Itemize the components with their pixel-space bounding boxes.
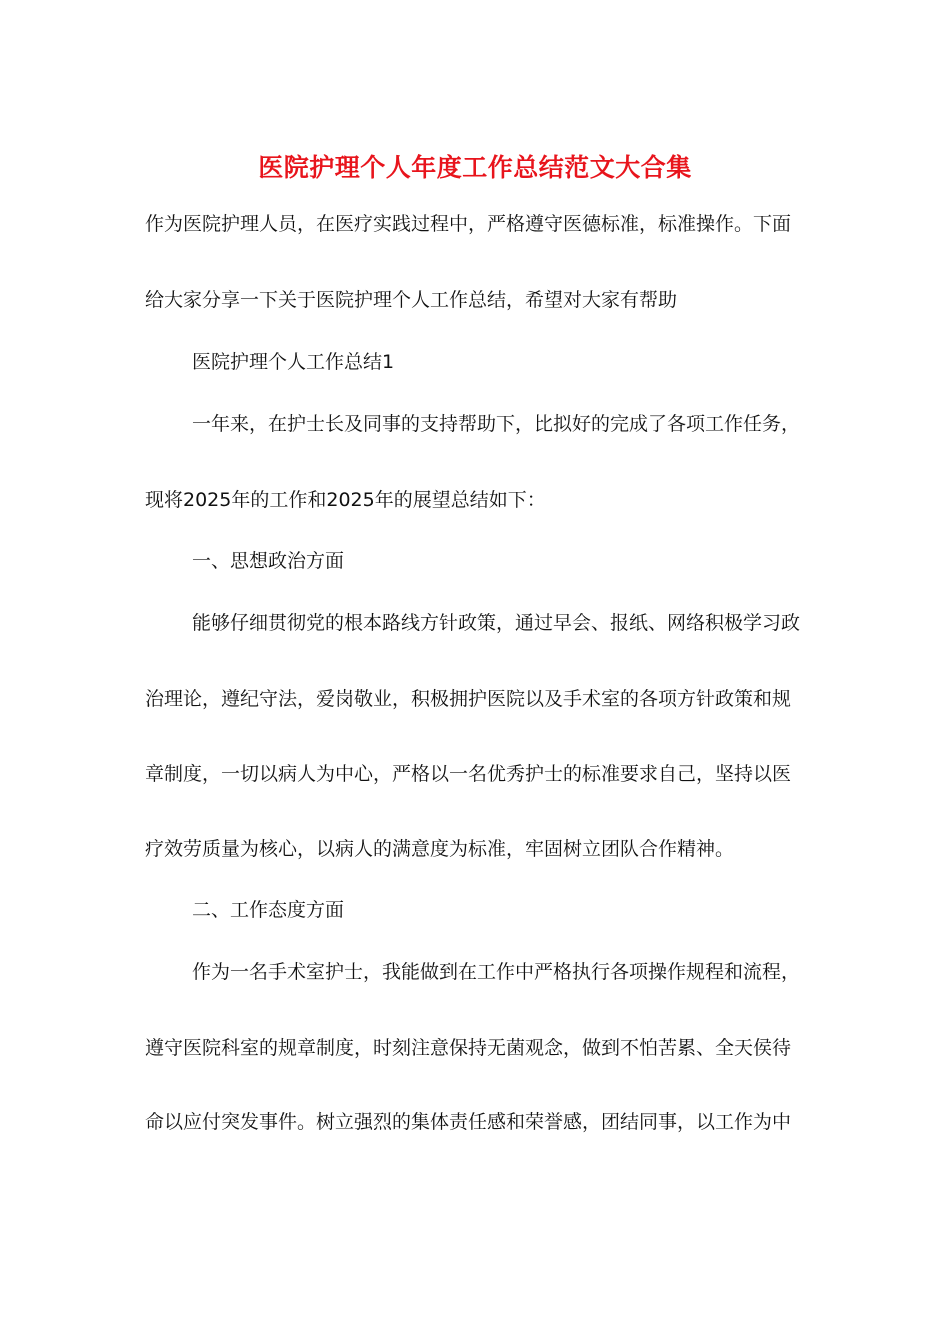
paragraph-intro-line-2: 给大家分享一下关于医院护理个人工作总结，希望对大家有帮助 xyxy=(145,289,678,311)
paragraph-overview-line-1: 一年来，在护士长及同事的支持帮助下，比拟好的完成了各项工作任务， xyxy=(192,413,801,435)
paragraph-attitude-line-1: 作为一名手术室护士，我能做到在工作中严格执行各项操作规程和流程， xyxy=(192,961,801,983)
paragraph-ideology-line-2: 治理论，遵纪守法，爱岗敬业，积极拥护医院以及手术室的各项方针政策和规 xyxy=(145,688,792,710)
paragraph-ideology-line-3: 章制度，一切以病人为中心，严格以一名优秀护士的标准要求自己，坚持以医 xyxy=(145,763,792,785)
paragraph-attitude-line-2: 遵守医院科室的规章制度，时刻注意保持无菌观念，做到不怕苦累、全天侯待 xyxy=(145,1037,792,1059)
document-title: 医院护理个人年度工作总结范文大合集 xyxy=(258,153,692,182)
paragraph-ideology-line-1: 能够仔细贯彻党的根本路线方针政策，通过早会、报纸、网络积极学习政 xyxy=(192,612,801,634)
paragraph-intro-line-1: 作为医院护理人员，在医疗实践过程中，严格遵守医德标准，标准操作。下面 xyxy=(145,213,792,235)
paragraph-attitude-line-3: 命以应付突发事件。树立强烈的集体责任感和荣誉感，团结同事，以工作为中 xyxy=(145,1111,792,1133)
paragraph-overview-line-2: 现将2025年的工作和2025年的展望总结如下： xyxy=(145,489,546,511)
section-heading-summary-1: 医院护理个人工作总结1 xyxy=(192,351,395,373)
section-heading-work-attitude: 二、工作态度方面 xyxy=(192,899,345,921)
section-heading-ideology: 一、思想政治方面 xyxy=(192,550,345,572)
paragraph-ideology-line-4: 疗效劳质量为核心，以病人的满意度为标准，牢固树立团队合作精神。 xyxy=(145,838,735,860)
